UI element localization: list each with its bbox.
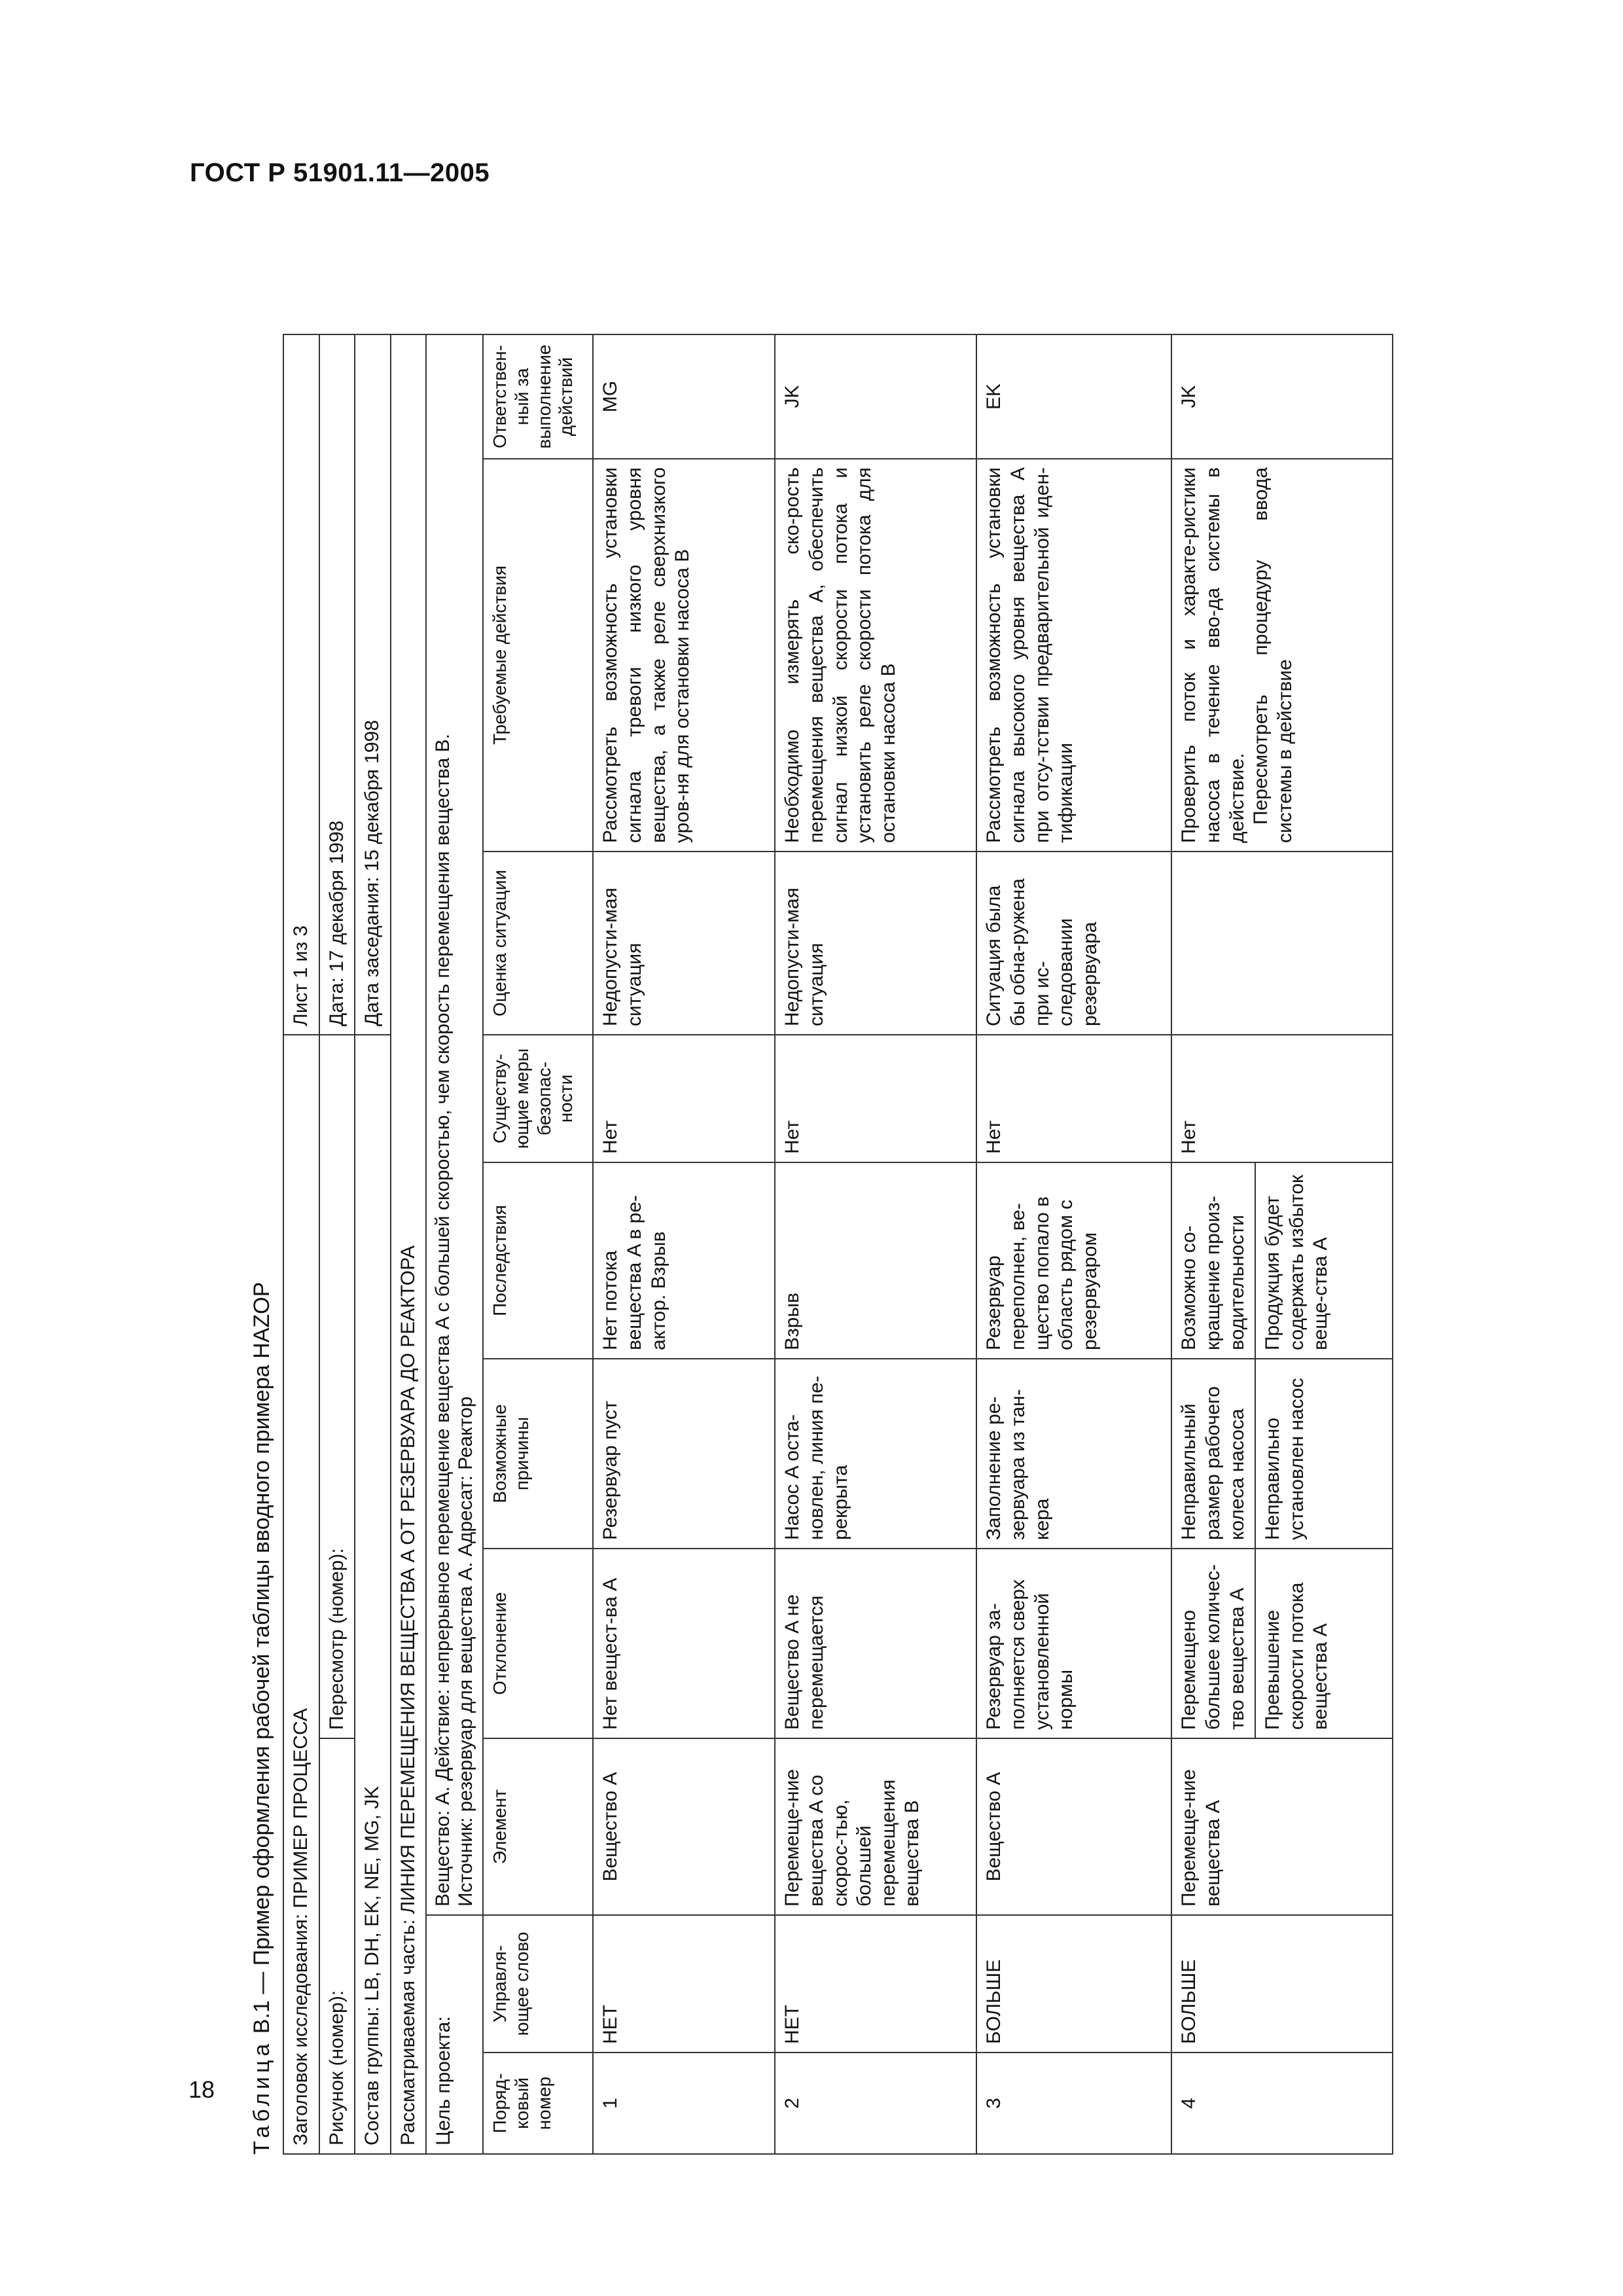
- existing-measures: Нет: [976, 1035, 1171, 1162]
- hazop-worksheet-table: [283, 334, 1393, 2155]
- existing-measures: Нет: [1171, 1035, 1393, 1162]
- team-members: Состав группы: LB, DH, EK, NE, MG, JK: [355, 1035, 391, 2154]
- column-header: Поряд-ковый номер: [483, 2053, 593, 2154]
- possible-causes: Резервуар пуст: [593, 1359, 775, 1549]
- deviation-a: Перемещено большее количес-тво вещества A: [1178, 1564, 1248, 1730]
- column-header-row: [483, 334, 593, 2154]
- deviation: Нет вещест-ва A: [593, 1549, 775, 1738]
- meeting-date: Дата заседания: 15 декабря 1998: [355, 334, 391, 1035]
- goal-label: Цель проекта:: [426, 1915, 483, 2154]
- guide-word: НЕТ: [775, 1915, 976, 2053]
- element: Вещество A: [976, 1738, 1171, 1915]
- row-number: 2: [775, 2053, 976, 2154]
- table-row: [775, 334, 976, 2154]
- consequences-b: Продукция будет содержать избыток веще-ства A: [1255, 1163, 1338, 1358]
- info-row-drawing: [319, 334, 355, 2154]
- actions-a: Проверить поток и характе-ристики насоса в течение вво-да системы в действие.: [1178, 467, 1248, 843]
- consequences: Нет потока вещества A в ре-актор. Взрыв: [593, 1162, 775, 1359]
- info-row-study: [283, 334, 319, 2154]
- consequences-a: Возможно со-кращение произ-водительности: [1178, 1196, 1248, 1350]
- section-considered: Рассматриваемая часть: ЛИНИЯ ПЕРЕМЕЩЕНИЯ ВЕЩЕСТВА A ОТ РЕЗЕРВУАРА ДО РЕАКТОРА: [391, 334, 427, 2154]
- guide-word: БОЛЬШЕ: [1171, 1915, 1393, 2053]
- responsible: MG: [593, 334, 775, 459]
- caption-prefix: Таблица: [249, 2039, 274, 2155]
- sheet-number: Лист 1 из 3: [283, 334, 319, 1035]
- deviation: [1171, 1549, 1393, 1738]
- deviation: Резервуар за-полняется сверх установленной нормы: [976, 1549, 1171, 1738]
- column-header: Управля-ющее слово: [483, 1915, 593, 2053]
- guide-word: БОЛЬШЕ: [976, 1915, 1171, 2053]
- column-header: Элемент: [483, 1738, 593, 1915]
- causes-a: Неправильный размер рабочего колеса насоса: [1178, 1386, 1248, 1540]
- column-header: Последствия: [483, 1162, 593, 1359]
- column-header: Ответствен-ный за выполнение действий: [483, 334, 593, 459]
- goal-line-2: Источник: резервуар для вещества A. Адресат: Реактор: [454, 1396, 476, 1907]
- row-number: 4: [1171, 2053, 1393, 2154]
- info-row-team: [355, 334, 391, 2154]
- document-header: ГОСТ Р 51901.11—2005: [190, 158, 490, 187]
- element: Вещество A: [593, 1738, 775, 1915]
- study-title: Заголовок исследования: ПРИМЕР ПРОЦЕССА: [283, 1035, 319, 2154]
- assessment: Недопусти-мая ситуация: [593, 852, 775, 1035]
- drawing-number: Рисунок (номер):: [319, 1738, 355, 2154]
- existing-measures: Нет: [593, 1035, 775, 1162]
- causes-b: Неправильно установлен насос: [1255, 1359, 1314, 1548]
- required-actions: Необходимо измерять ско-рость перемещения вещества A, обеспечить сигнал низкой скорости потока и установить реле скорости потока для остановки насоса B: [775, 459, 976, 852]
- responsible: JK: [775, 334, 976, 459]
- element: Перемеще-ние вещества A: [1171, 1738, 1393, 1915]
- required-actions: Рассмотреть возможность установки сигнала высокого уровня вещества A при отсу-тствии предварительной иден-тификации: [976, 459, 1171, 852]
- page-number: 18: [188, 2076, 215, 2103]
- actions-b: Пересмотреть процедуру ввода системы в действие: [1250, 467, 1296, 843]
- caption-text: В.1 — Пример оформления рабочей таблицы вводного примера HAZOP: [249, 1282, 274, 2040]
- goal-text: [426, 334, 483, 1915]
- column-header: Оценка ситуации: [483, 852, 593, 1035]
- rotated-table-area: [242, 335, 1558, 2155]
- possible-causes: Насос A оста-новлен, линия пе-рекрыта: [775, 1359, 976, 1549]
- deviation-b: Превышение скорости потока вещества A: [1255, 1549, 1338, 1738]
- possible-causes: [1171, 1359, 1393, 1549]
- consequences: [1171, 1162, 1393, 1359]
- date: Дата: 17 декабря 1998: [319, 334, 355, 1035]
- assessment: Ситуация была бы обна-ружена при ис-следовании резервуара: [976, 852, 1171, 1035]
- assessment: [1171, 852, 1393, 1035]
- info-row-goal: [426, 334, 483, 2154]
- column-header: Отклонение: [483, 1549, 593, 1738]
- required-actions: [1171, 459, 1393, 852]
- responsible: EK: [976, 334, 1171, 459]
- revision-number: Пересмотр (номер):: [319, 1035, 355, 1738]
- info-row-part: [391, 334, 427, 2154]
- table-row: [1171, 334, 1393, 2154]
- consequences: Взрыв: [775, 1162, 976, 1359]
- column-header: Возможные причины: [483, 1359, 593, 1549]
- table-row: [593, 334, 775, 2154]
- consequences: Резервуар переполнен, ве-щество попало в область рядом с резервуаром: [976, 1162, 1171, 1359]
- element: Перемеще-ние вещества A со скорос-тью, большей перемещения вещества B: [775, 1738, 976, 1915]
- goal-line-1: Вещество: A. Действие: непрерывное перемещение вещества A с большей скоростью, чем скорость перемещения вещества B.: [432, 734, 454, 1907]
- deviation: Вещество A не перемещается: [775, 1549, 976, 1738]
- required-actions: Рассмотреть возможность установки сигнала тревоги низкого уровня вещества, а также реле сверхнизкого уров-ня для остановки насоса B: [593, 459, 775, 852]
- assessment: Недопусти-мая ситуация: [775, 852, 976, 1035]
- row-number: 3: [976, 2053, 1171, 2154]
- table-row: [976, 334, 1171, 2154]
- guide-word: НЕТ: [593, 1915, 775, 2053]
- existing-measures: Нет: [775, 1035, 976, 1162]
- responsible: JK: [1171, 334, 1393, 459]
- possible-causes: Заполнение ре-зервуара из тан-кера: [976, 1359, 1171, 1549]
- row-number: 1: [593, 2053, 775, 2154]
- table-caption: [242, 1282, 281, 2155]
- column-header: Существу-ющие меры безопас-ности: [483, 1035, 593, 1162]
- column-header: Требуемые действия: [483, 459, 593, 852]
